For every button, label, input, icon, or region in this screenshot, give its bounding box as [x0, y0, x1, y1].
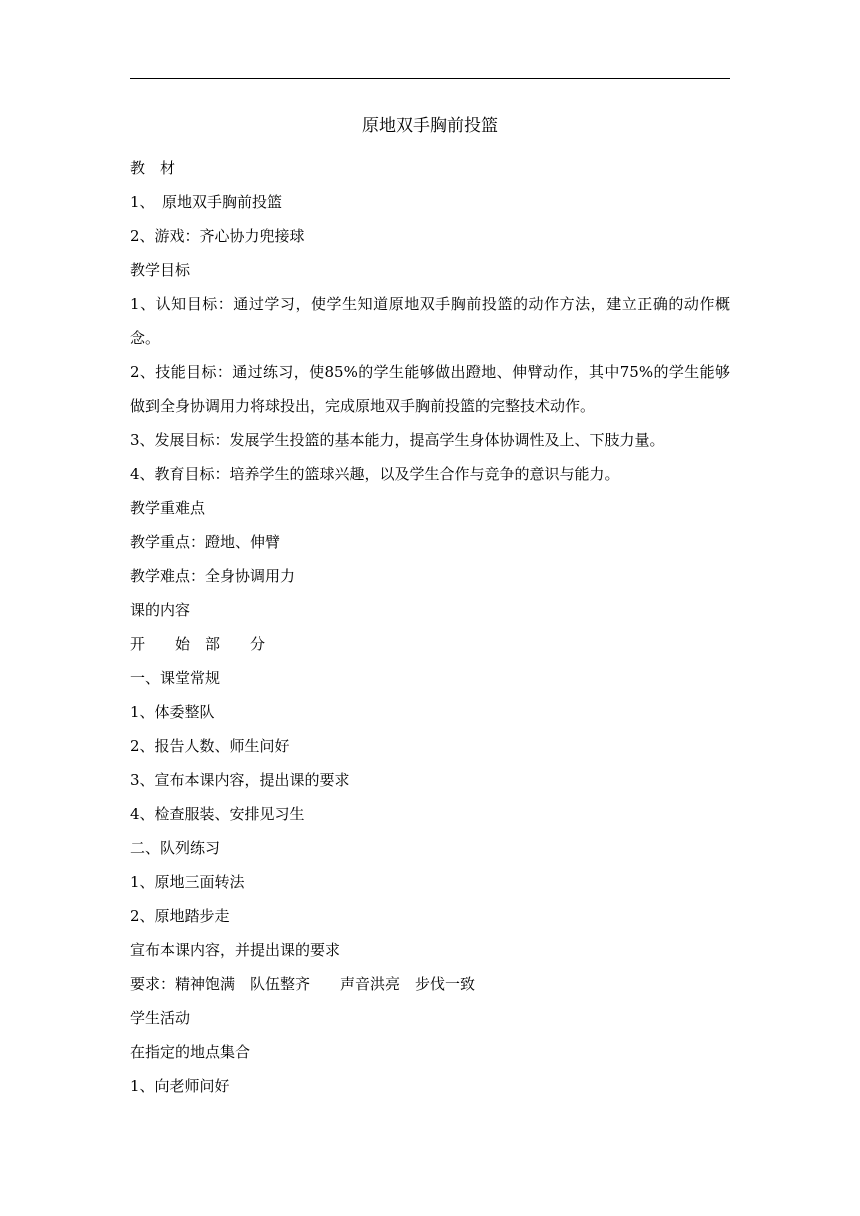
list-item: 2、原地踏步走	[130, 907, 230, 925]
objective-item: 1、认知目标：通过学习，使学生知道原地双手胸前投篮的动作方法，建立正确的动作概念。	[130, 295, 730, 347]
paragraph: 在指定的地点集合	[130, 1043, 251, 1061]
list-item: 1、体委整队	[130, 703, 215, 721]
objective-item: 3、发展目标：发展学生投篮的基本能力，提高学生身体协调性及上、下肢力量。	[130, 431, 665, 449]
key-point: 教学重点：蹬地、伸臂	[130, 533, 281, 551]
list-item: 1、向老师问好	[130, 1077, 230, 1095]
section-heading-key-points: 教学重难点	[130, 499, 206, 517]
document-body	[130, 151, 730, 1103]
section-heading-materials: 教 材	[130, 159, 176, 177]
difficult-point: 教学难点：全身协调用力	[130, 567, 296, 585]
material-item: 2、游戏：齐心协力兜接球	[130, 227, 305, 245]
section-heading-content: 课的内容	[130, 601, 191, 619]
paragraph: 宣布本课内容，并提出课的要求	[130, 941, 341, 959]
list-item: 2、报告人数、师生问好	[130, 737, 290, 755]
subsection-heading: 一、课堂常规	[130, 669, 221, 687]
list-item: 1、原地三面转法	[130, 873, 245, 891]
document-title: 原地双手胸前投篮	[362, 116, 498, 136]
requirements-line: 要求：精神饱满 队伍整齐 声音洪亮 步伐一致	[130, 975, 476, 993]
section-heading-objectives: 教学目标	[130, 261, 191, 279]
part-heading: 开 始 部 分	[130, 635, 266, 653]
section-heading-student-activity: 学生活动	[130, 1009, 191, 1027]
header-rule	[130, 78, 730, 79]
material-item: 1、 原地双手胸前投篮	[130, 193, 283, 211]
subsection-heading: 二、队列练习	[130, 839, 221, 857]
objective-item: 4、教育目标：培养学生的篮球兴趣，以及学生合作与竞争的意识与能力。	[130, 465, 620, 483]
list-item: 4、检查服装、安排见习生	[130, 805, 305, 823]
list-item: 3、宣布本课内容，提出课的要求	[130, 771, 350, 789]
objective-item: 2、技能目标：通过练习，使85%的学生能够做出蹬地、伸臂动作，其中75%的学生能够做到全身协调用力将球投出，完成原地双手胸前投篮的完整技术动作。	[130, 363, 730, 415]
